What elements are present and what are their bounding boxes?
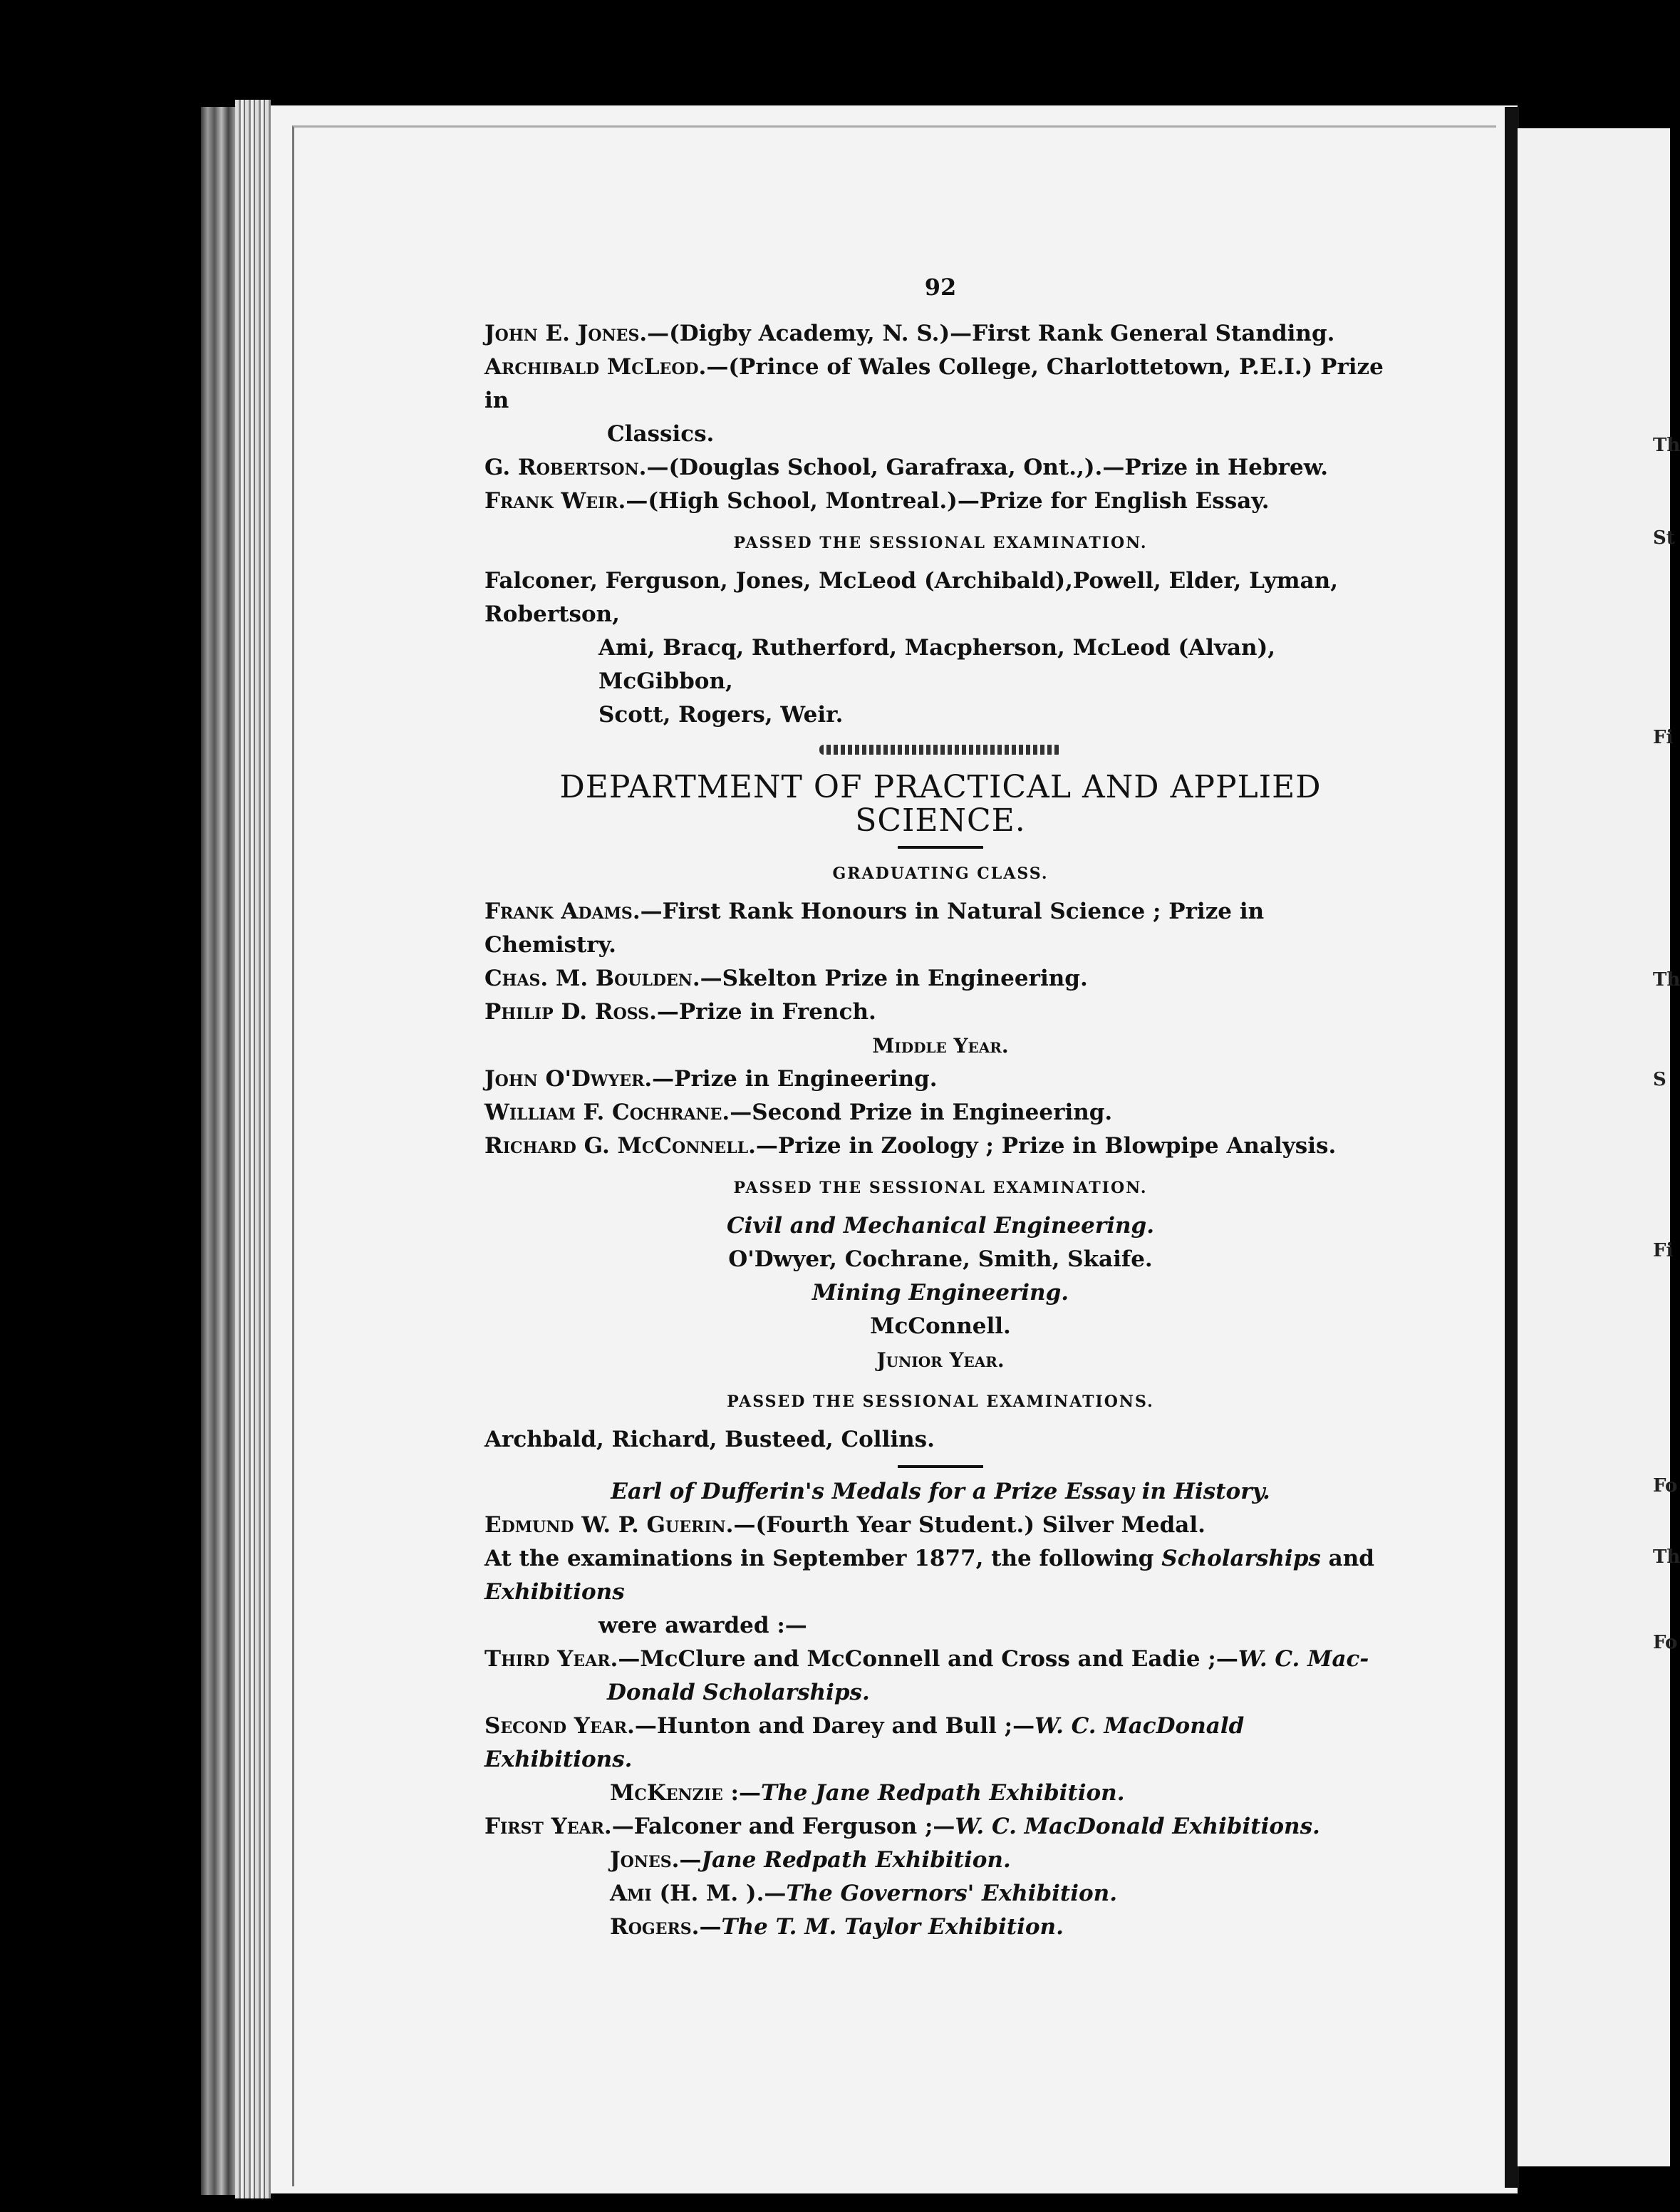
- entry-text: —(High School, Montreal.)—Prize for English Essay.: [626, 488, 1270, 514]
- entry-name: Chas. M. Boulden.: [484, 966, 700, 991]
- award-label: Third Year.: [484, 1646, 618, 1672]
- award-label: Jones.—: [610, 1847, 702, 1873]
- section-heading: GRADUATING CLASS.: [832, 864, 1049, 883]
- award-second-year: [484, 1710, 1396, 1777]
- award-italic: The T. M. Taylor Exhibition.: [721, 1914, 1064, 1940]
- names-list: O'Dwyer, Cochrane, Smith, Skaife.: [728, 1246, 1153, 1272]
- divider-rule: [898, 846, 983, 849]
- award-label: Second Year.: [484, 1713, 635, 1739]
- entry-name: Richard G. McConnell.: [484, 1133, 756, 1159]
- award-text: —Hunton and Darey and Bull ;—: [634, 1713, 1035, 1739]
- entry-text: —Prize in French.: [656, 999, 876, 1025]
- exam-intro-text: Exhibitions: [484, 1579, 625, 1605]
- exam-intro-cont: were awarded :—: [598, 1613, 807, 1638]
- award-first-year-c: [484, 1877, 1396, 1911]
- department-title: DEPARTMENT OF PRACTICAL AND APPLIED SCIENCE.: [559, 769, 1322, 839]
- entry-text: —(Digby Academy, N. S.)—First Rank General Standing.: [647, 321, 1335, 346]
- award-third-year: [484, 1643, 1396, 1676]
- award-italic: W. C. MacDonald Exhibitions.: [484, 1713, 1245, 1772]
- award-first-year-d: [484, 1911, 1396, 1944]
- book-edge: [201, 107, 235, 2195]
- facing-fragment: Th: [1653, 969, 1680, 991]
- award-italic: The Governors' Exhibition.: [786, 1881, 1117, 1906]
- award-text: —McClure and McConnell and Cross and Eadie ;—: [618, 1646, 1238, 1672]
- names-list: Archbald, Richard, Busteed, Collins.: [484, 1427, 935, 1452]
- facing-fragment: Th: [1653, 435, 1680, 456]
- entry-robertson: [484, 451, 1396, 485]
- book-gutter: [1505, 107, 1519, 2188]
- facing-fragment: St: [1653, 527, 1675, 549]
- award-label: First Year.: [484, 1814, 612, 1839]
- subsection-heading: Civil and Mechanical Engineering.: [726, 1213, 1154, 1239]
- entry-name: John O'Dwyer.: [484, 1066, 653, 1092]
- award-text: —Falconer and Ferguson ;—: [611, 1814, 955, 1839]
- subsection-heading: Mining Engineering.: [812, 1280, 1069, 1306]
- award-italic: The Jane Redpath Exhibition.: [761, 1780, 1125, 1806]
- entry-text: —(Fourth Year Student.) Silver Medal.: [733, 1512, 1205, 1538]
- entry-cochrane: [484, 1096, 1396, 1130]
- entry-ross: [484, 996, 1396, 1029]
- entry-name: G. Robertson.: [484, 455, 647, 480]
- entry-name: John E. Jones.: [484, 321, 648, 346]
- exam-intro: [484, 1542, 1396, 1609]
- entry-name: Philip D. Ross.: [484, 999, 657, 1025]
- award-label: Ami (H. M. ).—: [610, 1881, 787, 1906]
- award-first-year-b: [484, 1844, 1396, 1877]
- year-heading: Junior Year.: [876, 1348, 1005, 1372]
- award-label: Rogers.—: [610, 1914, 722, 1940]
- entry-text: —Prize in Zoology ; Prize in Blowpipe Analysis.: [755, 1133, 1337, 1159]
- award-first-year: [484, 1810, 1396, 1844]
- entry-mcleod: [484, 351, 1396, 418]
- entry-jones: [484, 317, 1396, 351]
- award-second-year-b: [484, 1777, 1396, 1810]
- entry-text: —Prize in Engineering.: [652, 1066, 938, 1092]
- passed-list-line: Falconer, Ferguson, Jones, McLeod (Archibald),Powell, Elder, Lyman, Robertson,: [484, 568, 1338, 627]
- section-heading: PASSED THE SESSIONAL EXAMINATION.: [733, 534, 1148, 552]
- exam-intro-text: and: [1320, 1546, 1374, 1571]
- entry-name: Frank Adams.: [484, 899, 641, 924]
- medals-heading: Earl of Dufferin's Medals for a Prize Essay in History.: [611, 1479, 1270, 1504]
- entry-weir: [484, 485, 1396, 518]
- entry-continuation: Classics.: [607, 421, 715, 447]
- entry-boulden: [484, 962, 1396, 996]
- entry-text: —First Rank Honours in Natural Science ; Prize in Chemistry.: [484, 899, 1265, 958]
- facing-fragment: Fo: [1653, 1632, 1678, 1653]
- entry-adams: [484, 895, 1396, 962]
- award-italic: W. C. MacDonald Exhibitions.: [955, 1814, 1320, 1839]
- entry-text: —Skelton Prize in Engineering.: [700, 966, 1088, 991]
- entry-name: Archibald McLeod.: [484, 354, 707, 380]
- ornamental-divider: [819, 745, 1062, 755]
- facing-page: [1518, 128, 1680, 2166]
- divider-rule: [898, 1465, 983, 1468]
- page-content: [484, 271, 1396, 1944]
- facing-fragment: Th: [1653, 1546, 1680, 1568]
- entry-name: William F. Cochrane.: [484, 1100, 730, 1125]
- facing-fragment: Fo: [1653, 1475, 1678, 1497]
- year-heading: Middle Year.: [872, 1034, 1009, 1058]
- facing-fragment: Fi: [1653, 727, 1674, 748]
- award-italic: Jane Redpath Exhibition.: [701, 1847, 1011, 1873]
- section-heading: PASSED THE SESSIONAL EXAMINATION.: [733, 1179, 1148, 1197]
- award-label: McKenzie :—: [610, 1780, 762, 1806]
- entry-guerin: [484, 1509, 1396, 1542]
- entry-text: —(Douglas School, Garafraxa, Ont.,).—Prize in Hebrew.: [646, 455, 1329, 480]
- exam-intro-text: At the examinations in September 1877, the following: [484, 1546, 1162, 1571]
- passed-list-line: Scott, Rogers, Weir.: [598, 702, 844, 728]
- entry-name: Edmund W. P. Guerin.: [484, 1512, 734, 1538]
- page-edges: [235, 100, 271, 2198]
- facing-fragment: S: [1653, 1069, 1666, 1090]
- page-number: 92: [924, 274, 957, 301]
- entry-mcconnell: [484, 1130, 1396, 1163]
- exam-intro-text: Scholarships: [1161, 1546, 1321, 1571]
- award-continuation: Donald Scholarships.: [607, 1680, 870, 1705]
- entry-text: —(Prince of Wales College, Charlottetown, P.E.I.) Prize in: [484, 354, 1384, 413]
- entry-odwyer: [484, 1063, 1396, 1096]
- entry-name: Frank Weir.: [484, 488, 626, 514]
- facing-fragment: Fi: [1653, 1240, 1674, 1261]
- award-italic: W. C. Mac-: [1238, 1646, 1369, 1672]
- entry-text: —Second Prize in Engineering.: [730, 1100, 1113, 1125]
- section-heading: PASSED THE SESSIONAL EXAMINATIONS.: [727, 1392, 1154, 1411]
- names-list: McConnell.: [870, 1313, 1011, 1339]
- passed-list-line: Ami, Bracq, Rutherford, Macpherson, McLeod (Alvan), McGibbon,: [598, 635, 1276, 694]
